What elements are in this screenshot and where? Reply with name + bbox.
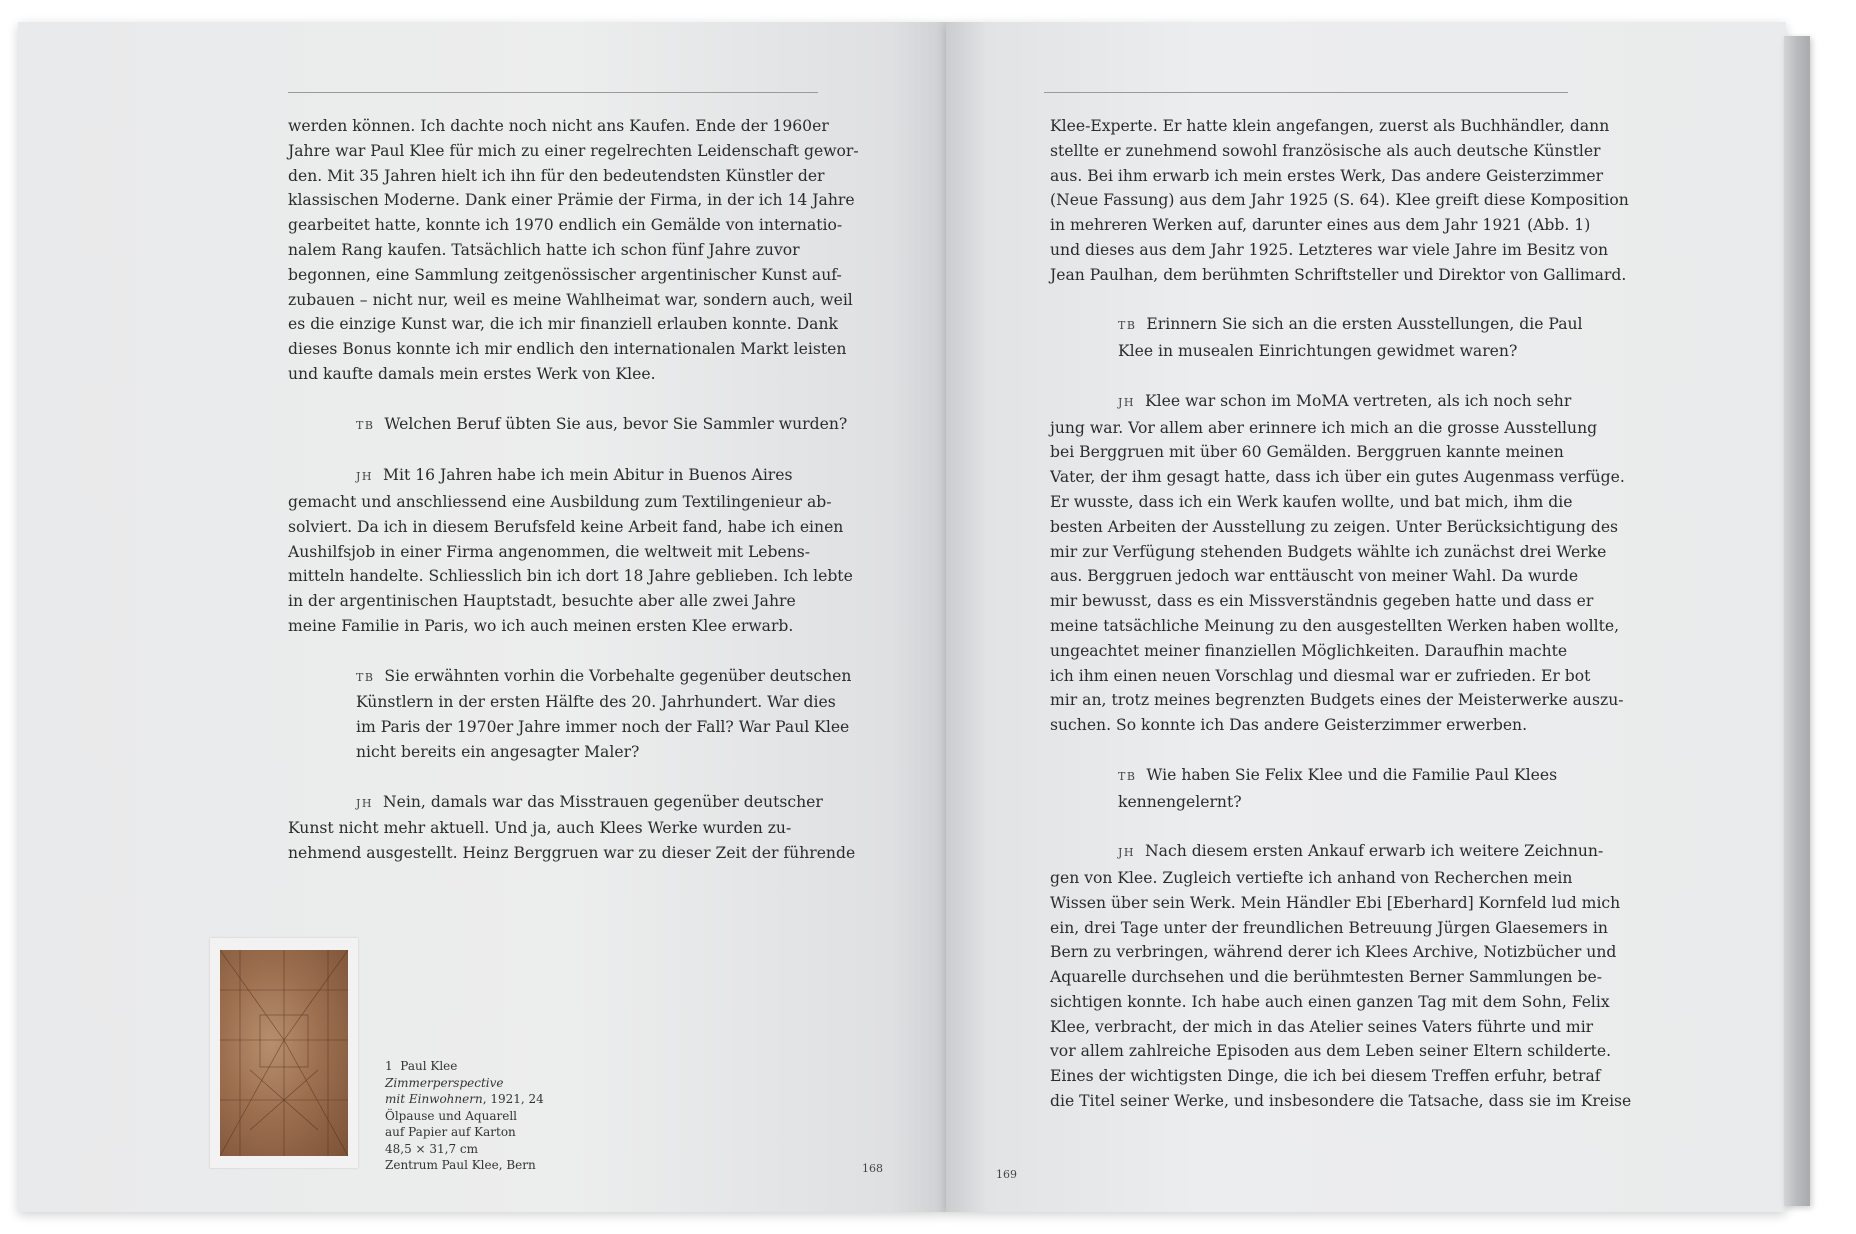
line-text: Klee-Experte. Er hatte klein angefangen, zuerst als Buchhändler, dann	[1050, 117, 1610, 135]
text-line	[1050, 312, 1631, 339]
paragraph-gap	[1050, 364, 1631, 389]
paragraph-gap	[288, 438, 859, 463]
right-header-rule	[1044, 92, 1568, 93]
answer-paragraph	[1050, 389, 1631, 738]
text-line	[1050, 664, 1631, 689]
figure-caption	[385, 1058, 544, 1174]
text-line	[288, 463, 859, 490]
line-text: Welchen Beruf übten Sie aus, bevor Sie Sammler wurden?	[384, 414, 848, 433]
text-line	[288, 139, 859, 164]
line-text: Wie haben Sie Felix Klee und die Familie Paul Klees	[1146, 765, 1558, 784]
text-line	[288, 841, 859, 866]
caption-artist: Paul Klee	[400, 1059, 458, 1073]
line-text: in der argentinischen Hauptstadt, besuchte aber alle zwei Jahre	[288, 592, 796, 611]
line-text: solviert. Da ich in diesem Berufsfeld keine Arbeit fand, habe ich einen	[288, 517, 844, 536]
text-line	[1050, 916, 1631, 941]
text-line	[288, 412, 859, 439]
line-text: Jean Paulhan, dem berühmten Schriftsteller und Direktor von Gallimard.	[1050, 265, 1627, 284]
line-text: jung war. Vor allem aber erinnere ich mich an die grosse Ausstellung	[1050, 418, 1598, 437]
text-line	[1050, 940, 1631, 965]
answer-paragraph	[1050, 839, 1631, 1114]
text-line	[1050, 213, 1631, 238]
line-text: suchen. So konnte ich Das andere Geisterzimmer erwerben.	[1050, 716, 1528, 735]
line-text: Klee war schon im MoMA vertreten, als ich noch sehr	[1145, 391, 1572, 410]
paragraph-gap	[288, 387, 859, 412]
text-line	[1050, 139, 1631, 164]
line-text: mir bewusst, dass es ein Missverständnis gegeben hatte und dass er	[1050, 592, 1594, 611]
text-line	[1050, 1064, 1631, 1089]
line-text: in mehreren Werken auf, darunter eines aus dem Jahr 1921 (Abb. 1)	[1050, 216, 1591, 235]
text-line	[1050, 790, 1631, 815]
line-text: klassischen Moderne. Dank einer Prämie der Firma, in der ich 14 Jahre	[288, 191, 855, 210]
text-line	[288, 589, 859, 614]
text-line	[288, 114, 859, 139]
line-text: nicht bereits ein angesagter Maler?	[356, 742, 640, 761]
line-text: (Neue Fassung) aus dem Jahr 1925 (S. 64). Klee greift diese Komposition	[1050, 191, 1629, 210]
text-line	[288, 816, 859, 841]
caption-medium-2: auf Papier auf Karton	[385, 1125, 516, 1139]
line-text: aus. Berggruen jedoch war enttäuscht von meiner Wahl. Da wurde	[1050, 567, 1579, 586]
line-text: Klee in musealen Einrichtungen gewidmet waren?	[1118, 342, 1518, 361]
line-text: nehmend ausgestellt. Heinz Berggruen war zu dieser Zeit der führende	[288, 844, 856, 863]
line-text: meine Familie in Paris, wo ich auch meinen ersten Klee erwarb.	[288, 616, 794, 635]
text-line	[288, 614, 859, 639]
speaker-initials: TB	[1118, 769, 1137, 783]
text-line	[288, 164, 859, 189]
line-text: werden können. Ich dachte noch nicht ans Kaufen. Ende der 1960er	[288, 117, 829, 135]
artwork-image	[220, 950, 348, 1156]
text-line	[288, 490, 859, 515]
line-text: Sie erwähnten vorhin die Vorbehalte gegenüber deutschen	[384, 666, 852, 685]
line-text: Künstlern in der ersten Hälfte des 20. Jahrhundert. War dies	[356, 693, 836, 712]
line-text: Erinnern Sie sich an die ersten Ausstellungen, die Paul	[1146, 315, 1583, 334]
text-line	[288, 564, 859, 589]
text-line	[288, 337, 859, 362]
speaker-initials: TB	[1118, 319, 1137, 333]
line-text: die Titel seiner Werke, und insbesondere die Tatsache, dass sie im Kreise	[1050, 1092, 1632, 1111]
question-paragraph	[288, 412, 859, 439]
line-text: Bern zu verbringen, während derer ich Klees Archive, Notizbücher und	[1050, 943, 1617, 962]
text-line	[1050, 490, 1631, 515]
line-text: stellte er zunehmend sowohl französische als auch deutsche Künstler	[1050, 141, 1601, 160]
text-line	[288, 213, 859, 238]
text-line	[1050, 389, 1631, 416]
text-line	[1050, 839, 1631, 866]
line-text: besten Arbeiten der Ausstellung zu zeigen. Unter Berücksichtigung des	[1050, 517, 1619, 536]
caption-title-1: Zimmerperspective	[385, 1075, 504, 1090]
text-line	[288, 715, 859, 740]
text-line	[288, 188, 859, 213]
question-paragraph	[1050, 312, 1631, 364]
text-line	[1050, 238, 1631, 263]
text-line	[288, 288, 859, 313]
right-page-number: 169	[996, 1168, 1017, 1181]
text-line	[1050, 614, 1631, 639]
line-text: und dieses aus dem Jahr 1925. Letzteres war viele Jahre im Besitz von	[1050, 240, 1609, 259]
line-text: Aushilfsjob in einer Firma angenommen, die weltweit mit Lebens-	[288, 542, 811, 561]
line-text: sichtigen konnte. Ich habe auch einen ganzen Tag mit dem Sohn, Felix	[1050, 992, 1610, 1011]
speaker-initials: JH	[1118, 846, 1136, 860]
line-text: den. Mit 35 Jahren hielt ich ihn für den bedeutendsten Künstler der	[288, 166, 825, 185]
line-text: ungeachtet meiner finanziellen Möglichkeiten. Daraufhin machte	[1050, 641, 1568, 660]
text-line	[1050, 866, 1631, 891]
caption-collection: Zentrum Paul Klee, Bern	[385, 1158, 536, 1172]
line-text: meine tatsächliche Meinung zu den ausgestellten Werken haben wollte,	[1050, 616, 1620, 635]
text-line	[1050, 515, 1631, 540]
answer-paragraph	[288, 463, 859, 639]
caption-number: 1	[385, 1059, 393, 1073]
speaker-initials: JH	[1118, 395, 1136, 409]
text-line	[288, 263, 859, 288]
line-text: nalem Rang kaufen. Tatsächlich hatte ich schon fünf Jahre zuvor	[288, 240, 800, 259]
line-text: dieses Bonus konnte ich mir endlich den internationalen Markt leisten	[288, 340, 847, 359]
text-line	[288, 362, 859, 387]
line-text: Er wusste, dass ich ein Werk kaufen wollte, und bat mich, ihm die	[1050, 492, 1573, 511]
body-paragraph	[1050, 114, 1631, 288]
right-page-edge	[1784, 36, 1810, 1206]
text-line	[1050, 891, 1631, 916]
text-line	[288, 238, 859, 263]
question-paragraph	[1050, 763, 1631, 815]
line-text: ein, drei Tage unter der freundlichen Betreuung Jürgen Glaesemers in	[1050, 918, 1608, 937]
line-text: begonnen, eine Sammlung zeitgenössischer argentinischer Kunst auf-	[288, 265, 842, 284]
line-text: Kunst nicht mehr aktuell. Und ja, auch Klees Werke wurden zu-	[288, 819, 792, 838]
text-line	[1050, 440, 1631, 465]
line-text: bei Berggruen mit über 60 Gemälden. Berggruen kannte meinen	[1050, 443, 1564, 462]
line-text: Mit 16 Jahren habe ich mein Abitur in Buenos Aires	[383, 466, 793, 485]
left-page-text	[288, 114, 859, 866]
text-line	[1050, 763, 1631, 790]
text-line	[1050, 713, 1631, 738]
body-paragraph	[288, 114, 859, 387]
left-header-rule	[288, 92, 818, 93]
text-line	[1050, 263, 1631, 288]
line-text: im Paris der 1970er Jahre immer noch der Fall? War Paul Klee	[356, 718, 850, 737]
text-line	[288, 664, 859, 691]
line-text: Eines der wichtigsten Dinge, die ich bei diesem Treffen erfuhr, betraf	[1050, 1067, 1601, 1086]
artwork-figure	[210, 938, 358, 1168]
text-line	[1050, 339, 1631, 364]
text-line	[1050, 164, 1631, 189]
text-line	[288, 740, 859, 765]
caption-title-2: mit Einwohnern	[385, 1092, 483, 1106]
text-line	[1050, 589, 1631, 614]
speaker-initials: TB	[356, 670, 375, 684]
text-line	[1050, 965, 1631, 990]
text-line	[1050, 188, 1631, 213]
text-line	[1050, 564, 1631, 589]
line-text: Jahre war Paul Klee für mich zu einer regelrechten Leidenschaft gewor-	[288, 141, 859, 160]
text-line	[1050, 416, 1631, 441]
text-line	[1050, 1089, 1631, 1114]
artwork-lines	[220, 950, 348, 1156]
text-line	[1050, 114, 1631, 139]
speaker-initials: JH	[356, 470, 374, 484]
text-line	[1050, 540, 1631, 565]
line-text: Nach diesem ersten Ankauf erwarb ich weitere Zeichnun-	[1145, 842, 1604, 861]
text-line	[288, 515, 859, 540]
text-line	[1050, 465, 1631, 490]
text-line	[1050, 1039, 1631, 1064]
text-line	[288, 790, 859, 817]
line-text: es die einzige Kunst war, die ich mir finanziell erlauben konnte. Dank	[288, 315, 838, 334]
line-text: mitteln handelte. Schliesslich bin ich dort 18 Jahre geblieben. Ich lebte	[288, 567, 853, 586]
line-text: mir an, trotz meines begrenzten Budgets eines der Meisterwerke auszu-	[1050, 691, 1624, 710]
text-line	[1050, 639, 1631, 664]
line-text: Aquarelle durchsehen und die berühmtesten Berner Sammlungen be-	[1050, 968, 1603, 987]
line-text: und kaufte damals mein erstes Werk von Klee.	[288, 364, 656, 383]
paragraph-gap	[288, 765, 859, 790]
speaker-initials: JH	[356, 796, 374, 810]
line-text: gearbeitet hatte, konnte ich 1970 endlich ein Gemälde von internatio-	[288, 216, 843, 235]
line-text: ich ihm einen neuen Vorschlag und diesmal war er zufrieden. Er bot	[1050, 666, 1591, 685]
right-page-text	[1050, 114, 1631, 1114]
caption-dimensions: 48,5 × 31,7 cm	[385, 1141, 479, 1156]
paragraph-gap	[1050, 288, 1631, 313]
answer-paragraph	[288, 790, 859, 866]
line-text: Wissen über sein Werk. Mein Händler Ebi [Eberhard] Kornfeld lud mich	[1050, 893, 1621, 912]
paragraph-gap	[1050, 814, 1631, 839]
speaker-initials: TB	[356, 418, 375, 432]
question-paragraph	[288, 664, 859, 765]
line-text: gen von Klee. Zugleich vertiefte ich anhand von Recherchen mein	[1050, 868, 1573, 887]
line-text: Vater, der ihm gesagt hatte, dass ich über ein gutes Augenmass verfüge.	[1050, 468, 1625, 487]
left-page-number: 168	[862, 1162, 883, 1175]
paragraph-gap	[288, 639, 859, 664]
line-text: gemacht und anschliessend eine Ausbildung zum Textilingenieur ab-	[288, 492, 832, 511]
line-text: Klee, verbracht, der mich in das Atelier seines Vaters führte und mir	[1050, 1017, 1594, 1036]
text-line	[1050, 990, 1631, 1015]
line-text: vor allem zahlreiche Episoden aus dem Leben seiner Eltern schilderte.	[1050, 1042, 1612, 1061]
line-text: mir zur Verfügung stehenden Budgets wählte ich zunächst drei Werke	[1050, 542, 1607, 561]
text-line	[288, 690, 859, 715]
line-text: zubauen – nicht nur, weil es meine Wahlheimat war, sondern auch, weil	[288, 290, 853, 309]
line-text: Nein, damals war das Misstrauen gegenüber deutscher	[383, 792, 823, 811]
caption-medium-1: Ölpause und Aquarell	[385, 1108, 518, 1123]
text-line	[1050, 688, 1631, 713]
line-text: aus. Bei ihm erwarb ich mein erstes Werk, Das andere Geisterzimmer	[1050, 166, 1604, 185]
line-text: kennengelernt?	[1118, 792, 1242, 811]
caption-year: , 1921, 24	[482, 1092, 544, 1106]
text-line	[1050, 1015, 1631, 1040]
text-line	[288, 312, 859, 337]
paragraph-gap	[1050, 738, 1631, 763]
text-line	[288, 540, 859, 565]
